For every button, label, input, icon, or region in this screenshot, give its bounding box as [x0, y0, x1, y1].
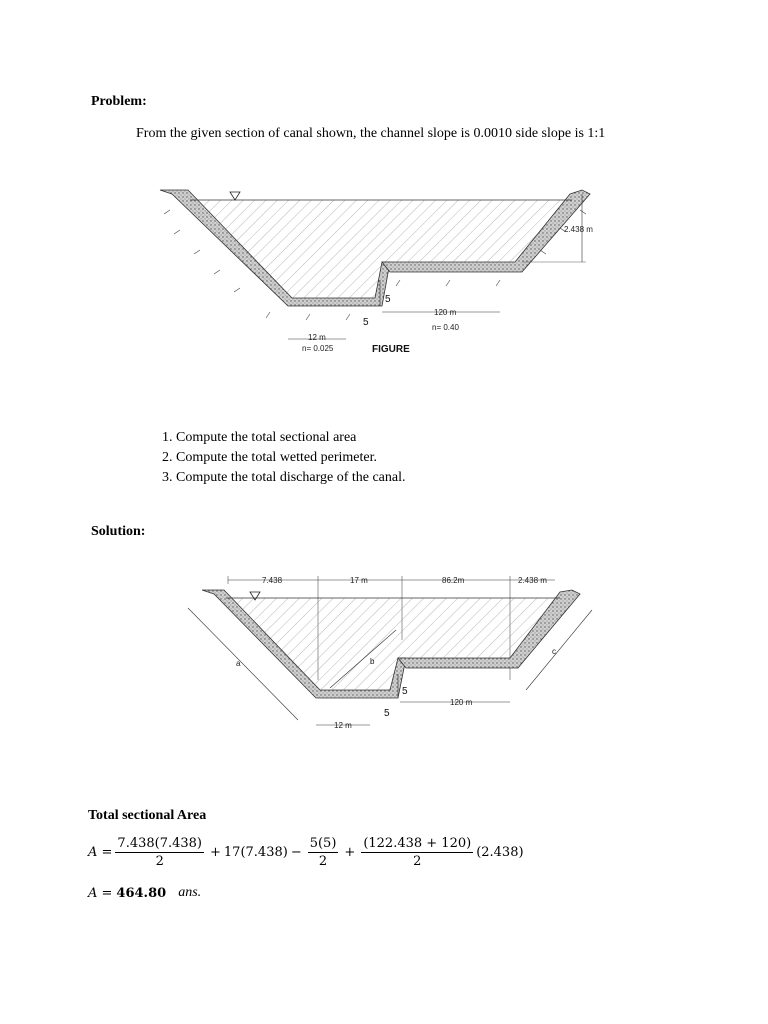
- dim-right-slope: 2.438 m: [518, 576, 547, 585]
- water-level-symbol: [230, 192, 240, 200]
- problem-statement: From the given section of canal shown, the channel slope is 0.0010 side slope is 1:1: [136, 126, 606, 141]
- eq-term-2: 17(7.438): [223, 845, 288, 860]
- side-a-label: a: [236, 659, 241, 668]
- bottom-n-label: n= 0.025: [302, 344, 334, 353]
- solution-section-figure: [180, 570, 600, 735]
- area-heading: Total sectional Area: [88, 808, 207, 823]
- eq-term-4-multiplier: (2.438): [476, 845, 524, 860]
- problem-heading: Problem:: [91, 94, 147, 109]
- bottom-width-label: 12 m: [308, 333, 326, 342]
- solution-heading: Solution:: [91, 524, 146, 539]
- dim-left-slope: 7.438: [262, 576, 283, 585]
- eq-term-3: $\frac{5(5)}{2}$: [309, 836, 337, 869]
- canal-section-figure: [150, 180, 610, 360]
- step2-label-vertical: 5: [402, 686, 408, 697]
- result-value: 464.80: [116, 885, 167, 901]
- result-lhs: A =: [88, 885, 113, 901]
- task-item: 2. Compute the total wetted perimeter.: [176, 448, 636, 468]
- eq-lhs: A =: [88, 845, 113, 860]
- dim-bottom-plus-step: 17 m: [350, 576, 368, 585]
- side-b-label: b: [370, 657, 375, 666]
- side-c-label: c: [552, 647, 556, 656]
- eq-term-4: $\frac{(122.438 + 120)}{2}$: [363, 836, 472, 869]
- task-item: 1. Compute the total sectional area: [176, 428, 636, 448]
- area-result: [88, 885, 201, 901]
- eq-term-1: $\frac{7.438(7.438)}{2}$: [117, 836, 202, 869]
- figure-caption: FIGURE: [372, 344, 410, 355]
- step-label-vertical: 5: [385, 294, 391, 305]
- step-label-horizontal: 5: [363, 317, 369, 328]
- result-suffix: ans.: [178, 885, 202, 900]
- bank-width-label: 120 m: [434, 308, 457, 317]
- dim-bank: 86.2m: [442, 576, 465, 585]
- bank2-width-label: 120 m: [450, 698, 473, 707]
- bank-n-label: n= 0.40: [432, 323, 459, 332]
- step2-label-horizontal: 5: [384, 708, 390, 719]
- bottom2-width-label: 12 m: [334, 721, 352, 730]
- depth-label: 2.438 m: [564, 225, 593, 234]
- task-item: 3. Compute the total discharge of the canal.: [176, 468, 636, 488]
- task-list: [136, 428, 636, 488]
- area-equation: A = $\frac{7.438(7.438)}{2}$ + 17(7.438) − $\frac{5(5)}{2}$ + $\frac{(122.438 + 120)}{2}$ (2.438): [88, 836, 524, 869]
